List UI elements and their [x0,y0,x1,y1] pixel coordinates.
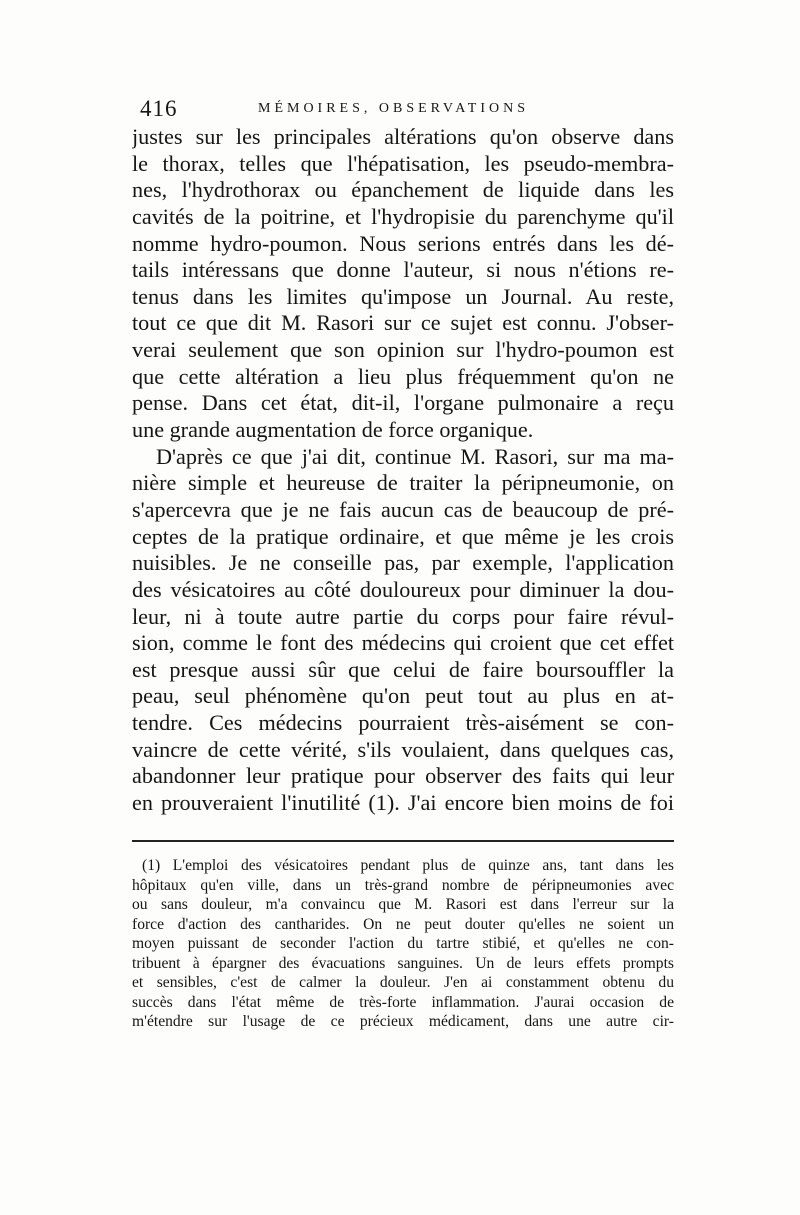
text-line: pense. Dans cet état, dit-il, l'organe pulmonaire a reçu [132,390,674,416]
text-line: nomme hydro-poumon. Nous serions entrés dans les dé- [132,230,674,256]
text-line: peau, seul phénomène qu'on peut tout au plus en at- [132,683,674,709]
text-line: ceptes de la pratique ordinaire, et que même je les crois [132,523,674,549]
text-line: s'apercevra que je ne fais aucun cas de beaucoup de pré- [132,496,674,522]
footnote-line: tribuent à épargner des évacuations sanguines. Un de leurs effets prompts [132,954,674,972]
footnote-line: succès dans l'état même de très-forte inflammation. J'aurai occasion de [132,993,674,1011]
footnote-line: force d'action des cantharides. On ne peut douter qu'elles ne soient un [132,915,674,933]
footnote-line: m'étendre sur l'usage de ce précieux médicament, dans une autre cir- [132,1013,674,1031]
text-line: sion, comme le font des médecins qui croient que cet effet [132,630,674,656]
text-line: en prouveraient l'inutilité (1). J'ai encore bien moins de foi [132,790,674,816]
text-line: D'après ce que j'ai dit, continue M. Rasori, sur ma ma- [156,443,674,469]
footnote [132,856,674,1032]
text-line: une grande augmentation de force organique. [132,417,534,443]
page-header [140,96,670,124]
text-line: verai seulement que son opinion sur l'hydro-poumon est [132,337,674,363]
page-number: 416 [140,96,178,121]
text-line: des vésicatoires au côté douloureux pour diminuer la dou- [132,576,674,602]
text-line: nière simple et heureuse de traiter la péripneumonie, on [132,470,674,496]
text-line: tails intéressans que donne l'auteur, si nous n'étions re- [132,257,674,283]
text-line: cavités de la poitrine, et l'hydropisie du parenchyme qu'il [132,203,674,229]
footnote-separator-rule [132,840,674,842]
text-line: le thorax, telles que l'hépatisation, les pseudo-membra- [132,150,674,176]
text-line: tendre. Ces médecins pourraient très-aisément se con- [132,710,674,736]
text-line: vaincre de cette vérité, s'ils voulaient, dans quelques cas, [132,736,674,762]
text-line: tenus dans les limites qu'impose un Journal. Au reste, [132,283,674,309]
footnote-line: hôpitaux qu'en ville, dans un très-grand nombre de péripneumonies avec [132,876,674,894]
text-line: nuisibles. Je ne conseille pas, par exemple, l'application [132,550,674,576]
footnote-line: (1) L'emploi des vésicatoires pendant plus de quinze ans, tant dans les [142,857,674,874]
footnote-line: ou sans douleur, m'a convaincu que M. Rasori est dans l'erreur sur la [132,896,674,914]
text-line: est presque aussi sûr que celui de faire boursouffler la [132,656,674,682]
text-line: tout ce que dit M. Rasori sur ce sujet est connu. J'obser- [132,310,674,336]
text-line: justes sur les principales altérations qu'on observe dans [132,124,674,149]
running-head: MÉMOIRES, OBSERVATIONS [258,101,529,116]
text-line: nes, l'hydrothorax ou épanchement de liquide dans les [132,177,674,203]
footnote-line: moyen puissant de seconder l'action du tartre stibié, et qu'elles ne con- [132,935,674,953]
text-line: que cette altération a lieu plus fréquemment qu'on ne [132,363,674,389]
text-line: abandonner leur pratique pour observer des faits qui leur [132,763,674,789]
text-line: leur, ni à toute autre partie du corps pour faire révul- [132,603,674,629]
footnote-line: et sensibles, c'est de calmer la douleur. J'en ai constamment obtenu du [132,974,674,992]
body-text [132,124,674,817]
